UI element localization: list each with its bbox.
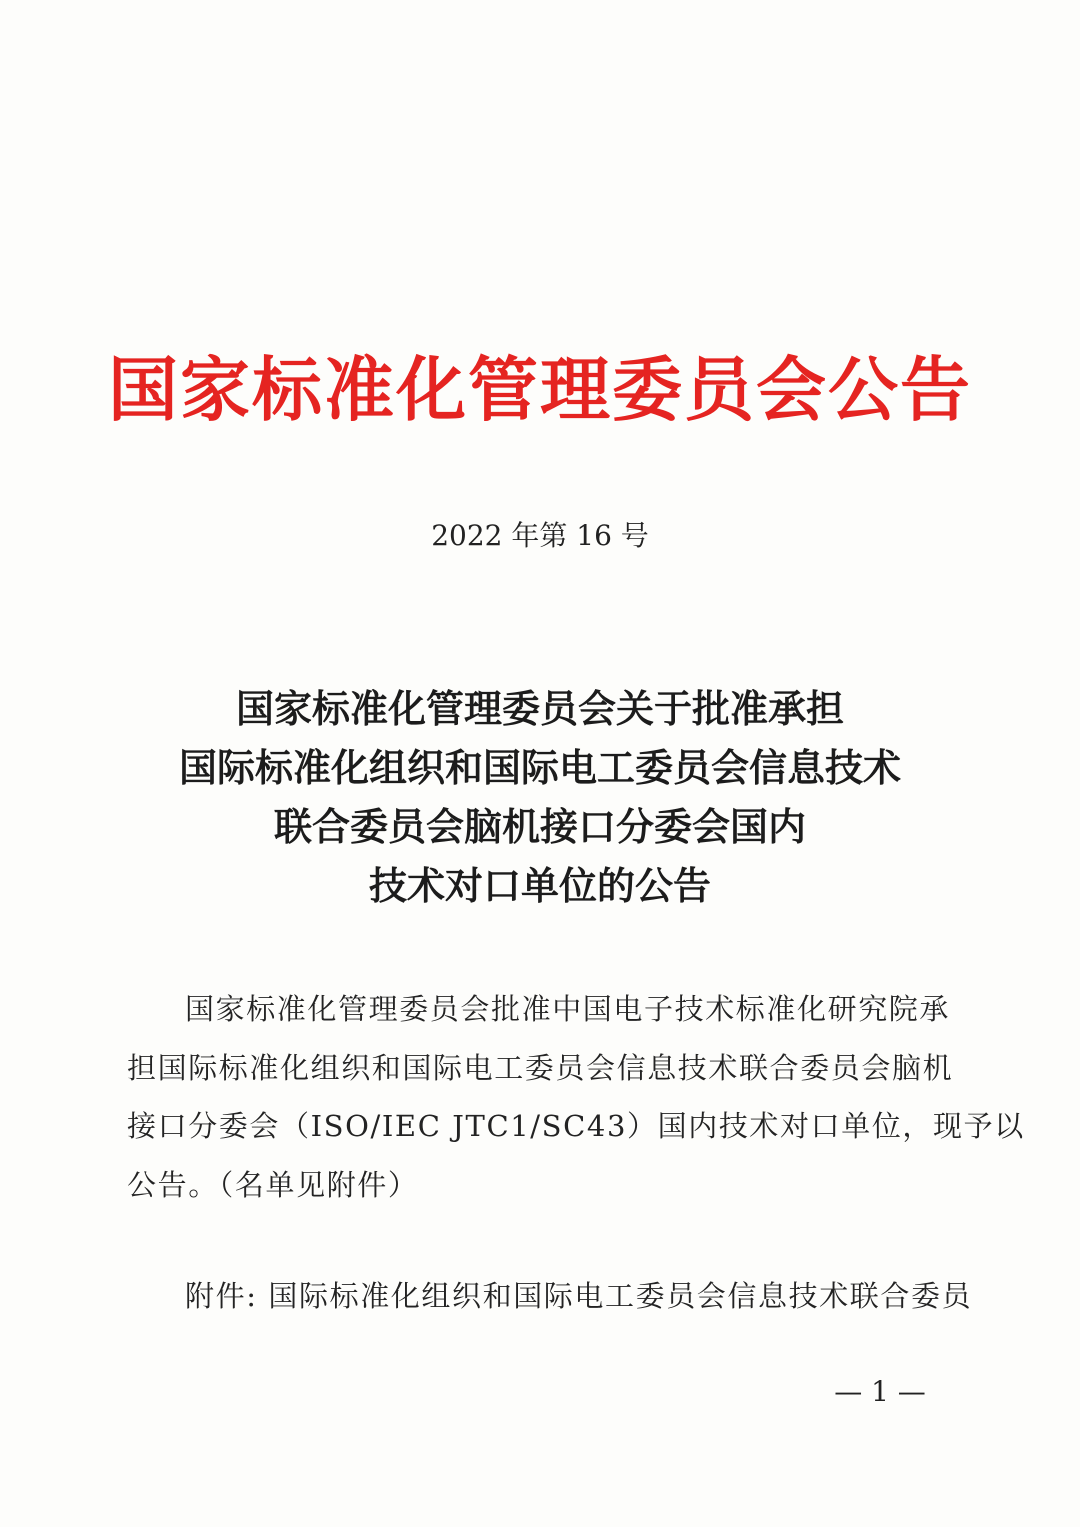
masthead-title: 国家标准化管理委员会公告 bbox=[108, 349, 972, 431]
body-line: 国家标准化管理委员会批准中国电子技术标准化研究院承 bbox=[185, 992, 951, 1026]
body-paragraph bbox=[127, 980, 1025, 1214]
announcement-title bbox=[0, 680, 1080, 916]
body-line: 担国际标准化组织和国际电工委员会信息技术联合委员会脑机 bbox=[127, 1050, 954, 1085]
title-line: 国家标准化管理委员会关于批准承担 bbox=[235, 687, 844, 731]
title-line: 技术对口单位的公告 bbox=[368, 864, 711, 908]
page-number: — 1 — bbox=[834, 1375, 926, 1408]
title-line: 联合委员会脑机接口分委会国内 bbox=[273, 805, 806, 849]
body-line: 接口分委会（ISO/IEC JTC1/SC43）国内技术对口单位，现予以 bbox=[127, 1109, 1025, 1143]
attachment-line: 附件: 国际标准化组织和国际电工委员会信息技术联合委员 bbox=[185, 1279, 973, 1313]
title-line: 国际标准化组织和国际电工委员会信息技术 bbox=[178, 746, 901, 790]
document-number: 2022 年第 16 号 bbox=[431, 519, 649, 552]
body-line: 公告。（名单见附件） bbox=[127, 1167, 419, 1202]
